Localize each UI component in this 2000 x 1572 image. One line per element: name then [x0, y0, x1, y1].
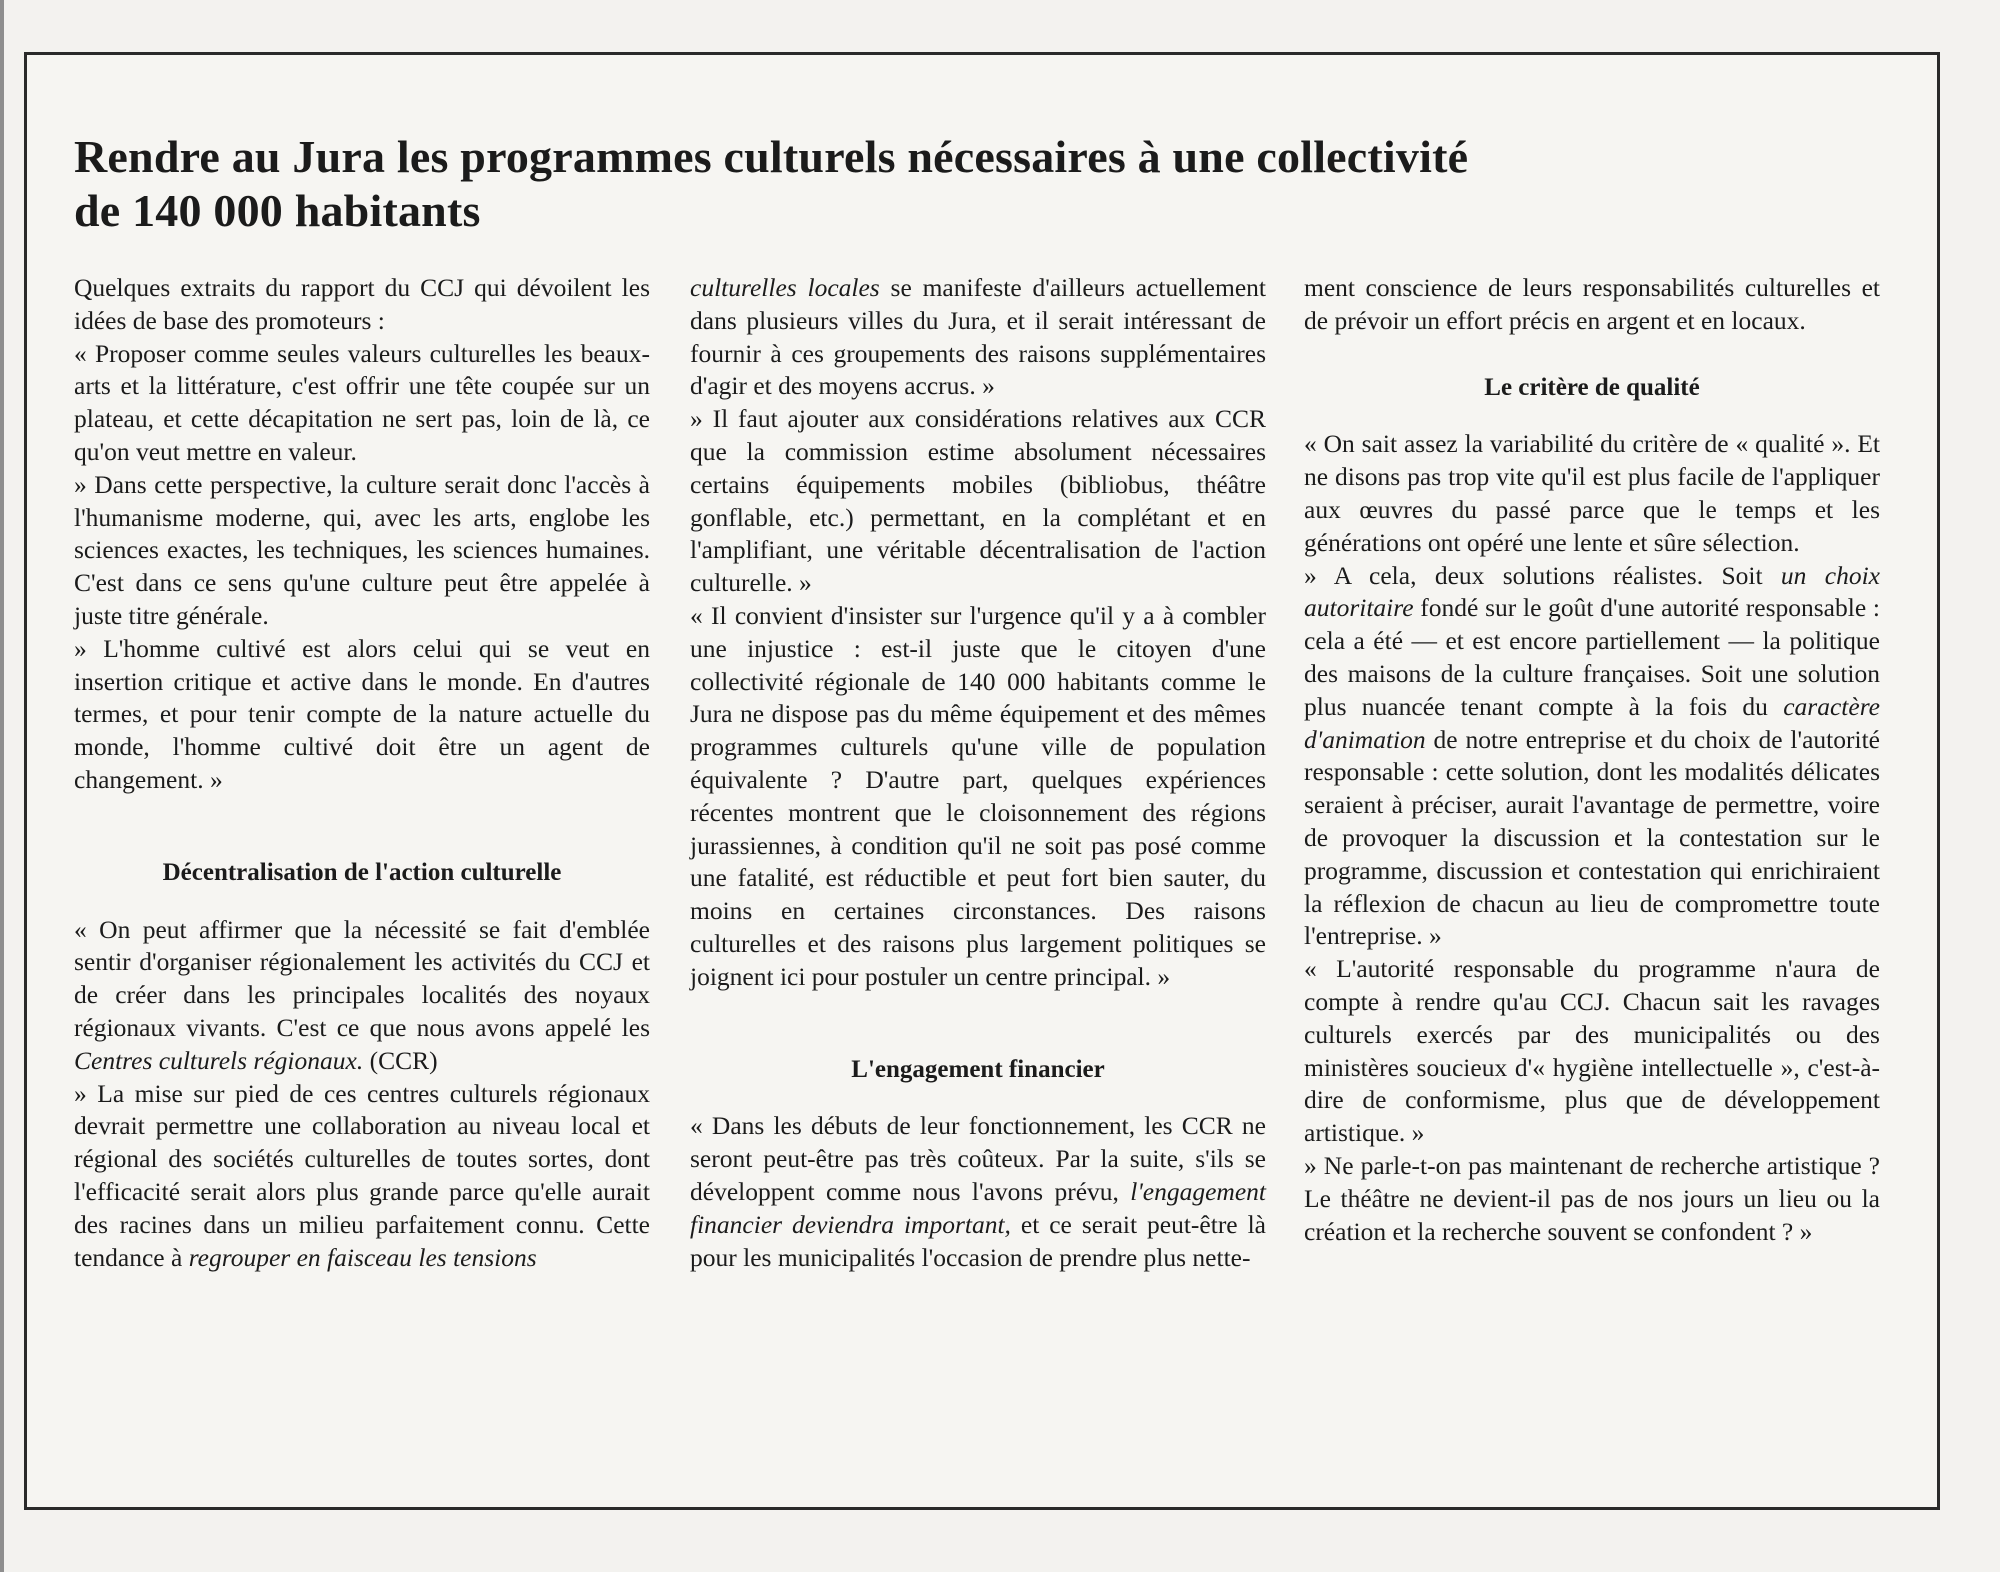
column-2	[690, 272, 1266, 1274]
paragraph	[74, 914, 650, 1078]
article-title	[74, 130, 1774, 238]
italic-run: l'engagement financier deviendra important,	[690, 1176, 1266, 1239]
text-run: et ce serait peut-être là pour les municipalités l'occasion de prendre plus nette-	[690, 1209, 1266, 1272]
italic-run: regrouper en faisceau les tensions	[188, 1242, 537, 1272]
section-heading: Le critère de qualité	[1484, 373, 1700, 401]
paragraph: » L'homme cultivé est alors celui qui se veut en insertion critique et active dans le monde. En d'autres termes, et pour tenir compte de la nature actuelle du monde, l'homme cultivé doit être un agent de changement. »	[74, 633, 650, 794]
paragraph: « Il convient d'insister sur l'urgence qu'il y a à combler une injustice : est-il juste que le citoyen d'une collectivité régionale de 140 000 habitants comme le Jura ne dispose pas du même équipement et des mêmes programmes culturels qu'une ville de population équivalente ? D'autre part, quelques expériences récentes montrent que le cloisonnement des régions jurassiennes, à condition qu'il ne soit pas posé comme une fatalité, est réductible et peut fort bien sauter, du moins en certaines circonstances. Des raisons culturelles et des raisons plus largement politiques se joignent ici pour postuler un centre principal. »	[690, 600, 1266, 991]
text-run: de notre entreprise et du choix de l'autorité responsable : cette solution, dont les modalités délicates seraient à préciser, aurait l'avantage de permettre, voire de provoquer la discussion et la contestation sur le programme, discussion et contestation qui enrichiraient la réflexion de chacun au lieu de compromettre toute l'entreprise. »	[1304, 724, 1880, 951]
italic-run: un choix autoritaire	[1304, 560, 1880, 623]
title-line-2: de 140 000 habitants	[74, 185, 481, 236]
section-heading: L'engagement financier	[851, 1055, 1105, 1083]
italic-run: Centres culturels régionaux.	[74, 1045, 364, 1075]
paragraph: « L'autorité responsable du programme n'aura de compte à rendre qu'au CCJ. Chacun sait les ravages culturels exercés par des municipalités ou des ministères soucieux d'« hygiène intellectuelle », c'est-à-dire de conformisme, plus que de développement artistique. »	[1304, 954, 1880, 1148]
title-line-1: Rendre au Jura les programmes culturels nécessaires à une collectivité	[74, 131, 1469, 182]
paragraph: « On sait assez la variabilité du critère de « qualité ». Et ne disons pas trop vite qu'il est plus facile de l'appliquer aux œuvres du passé parce que le temps et les générations ont opéré une lente et sûre sélection.	[1304, 429, 1880, 557]
column-3	[1304, 272, 1880, 1248]
paragraph	[74, 1078, 650, 1275]
scan-edge	[0, 0, 4, 1572]
paragraph: « Proposer comme seules valeurs culturelles les beaux-arts et la littérature, c'est offrir une tête coupée sur un plateau, et cette décapitation ne sert pas, loin de là, ce qu'on veut mettre en valeur.	[74, 338, 650, 466]
paragraph	[1304, 560, 1880, 954]
paragraph: » Il faut ajouter aux considérations relatives aux CCR que la commission estime absolument nécessaires certains équipements mobiles (bibliobus, théâtre gonflable, etc.) permettant, en la complétant et en l'amplifiant, une véritable décentralisation de l'action culturelle. »	[690, 404, 1266, 598]
text-run: « Dans les débuts de leur fonctionnement, les CCR ne seront peut-être pas très coûteux. Par la suite, s'ils se développent comme nous l'avons prévu,	[690, 1111, 1266, 1206]
text-run: se manifeste d'ailleurs actuellement dans plusieurs villes du Jura, et il serait intéressant de fournir à ces groupements des raisons supplémentaires d'agir et des moyens accrus. »	[690, 273, 1266, 401]
paragraph: » Dans cette perspective, la culture serait donc l'accès à l'humanisme moderne, qui, avec les arts, englobe les sciences exactes, les techniques, les sciences humaines. C'est dans ce sens qu'une culture peut être appelée à juste titre générale.	[74, 469, 650, 630]
paragraph: » Ne parle-t-on pas maintenant de recherche artistique ? Le théâtre ne devient-il pas de nos jours un lieu ou la création et la recherche souvent se confondent ? »	[1304, 1150, 1880, 1246]
paragraph: ment conscience de leurs responsabilités culturelles et de prévoir un effort précis en argent et en locaux.	[1304, 273, 1880, 335]
paragraph	[690, 1110, 1266, 1274]
section-heading: Décentralisation de l'action culturelle	[162, 858, 562, 886]
text-run: « On peut affirmer que la nécessité se fait d'emblée sentir d'organiser régionalement les activités du CCJ et de créer dans les principales localités des noyaux régionaux vivants. C'est ce que nous avons appelé les	[74, 914, 650, 1042]
column-1	[74, 272, 650, 1274]
text-run: fondé sur le goût d'une autorité responsable : cela a été — et est encore partiellement — la politique des maisons de la culture françaises. Soit une solution plus nuancée tenant compte à la fois du	[1304, 593, 1880, 721]
italic-run: caractère d'animation	[1304, 691, 1880, 754]
text-run: » A cela, deux solutions réalistes. Soit	[1304, 560, 1781, 590]
text-run: » La mise sur pied de ces centres culturels régionaux devrait permettre une collaboration au niveau local et régional des sociétés culturelles de toutes sortes, dont l'efficacité serait alors plus grande parce qu'elle aurait des racines dans un milieu parfaitement connu. Cette tendance à	[74, 1078, 650, 1272]
paragraph	[690, 272, 1266, 403]
italic-run: culturelles locales	[690, 273, 880, 302]
text-run: (CCR)	[363, 1045, 438, 1075]
paragraph: Quelques extraits du rapport du CCJ qui dévoilent les idées de base des promoteurs :	[74, 273, 650, 335]
